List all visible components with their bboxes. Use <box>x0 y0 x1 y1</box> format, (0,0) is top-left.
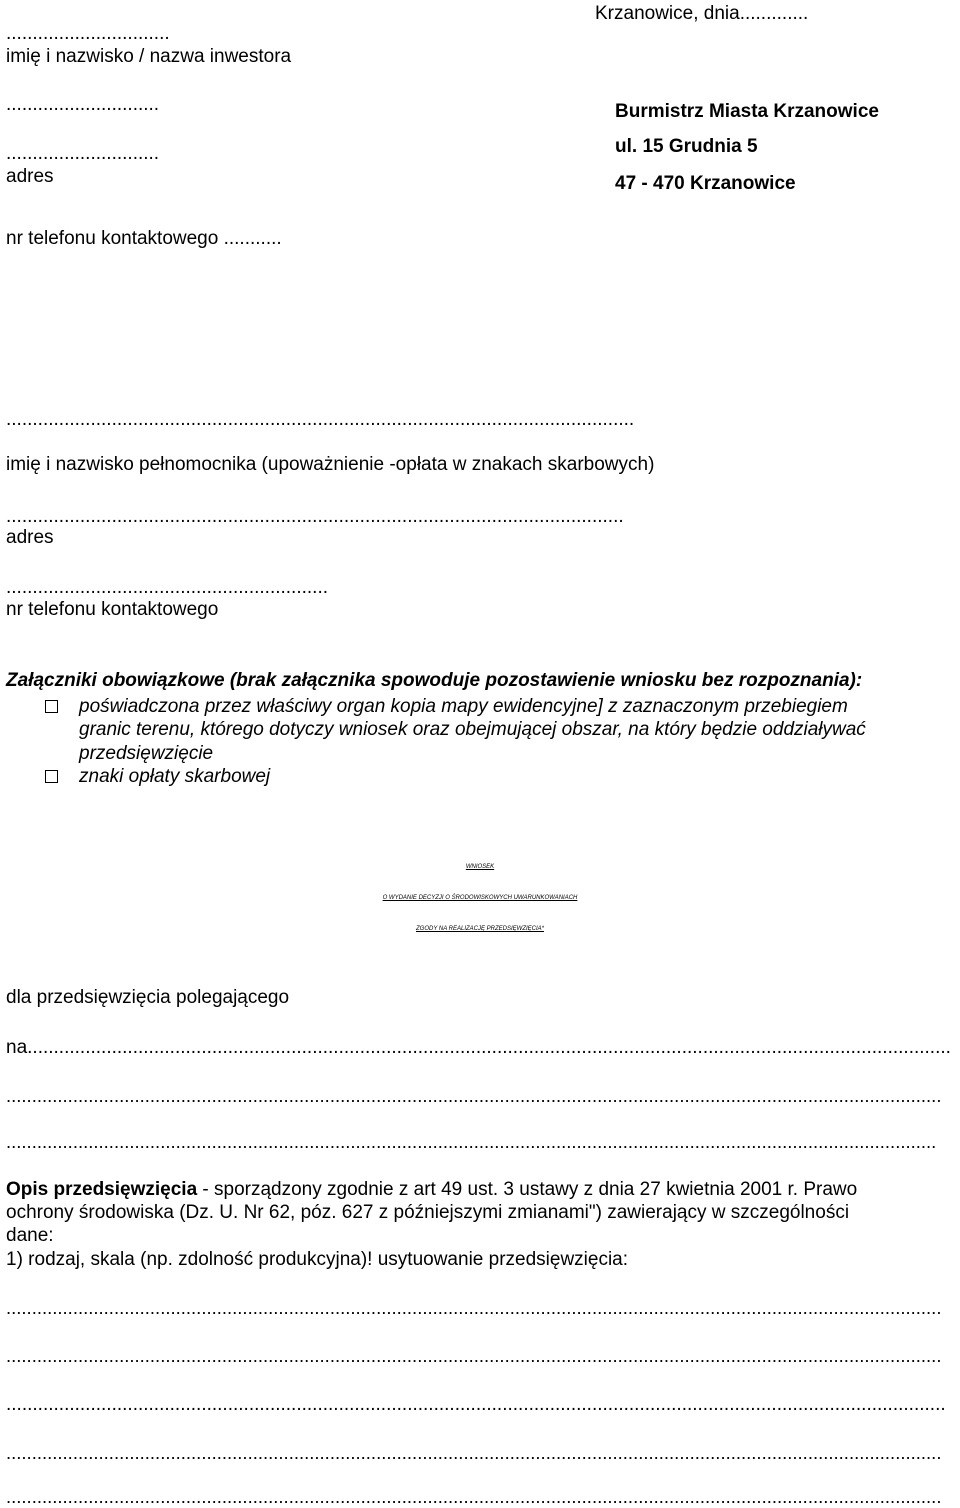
attachment-1-checkbox[interactable] <box>45 700 58 713</box>
attachment-2-checkbox[interactable] <box>45 770 58 783</box>
attachment-1-line-3: przedsięwzięcie <box>79 743 214 764</box>
applicant-name-dots: ............................... <box>6 23 170 44</box>
proxy-name-label: imię i nazwisko pełnomocnika (upoważnienie -opłata w znakach skarbowych) <box>6 454 655 475</box>
description-heading: Opis przedsięwzięcia <box>6 1179 198 1200</box>
project-label: dla przedsięwzięcia polegającego <box>6 987 290 1008</box>
attachment-1-line-1: poświadczona przez właściwy organ kopia mapy ewidencyjne] z zaznaczonym przebiegiem <box>79 696 848 717</box>
proxy-phone-dots: ............................................................. <box>6 577 329 598</box>
document-title-line-1: WNIOSEK <box>465 864 495 870</box>
recipient-title: Burmistrz Miasta Krzanowice <box>615 101 879 122</box>
applicant-address-label: adres <box>6 166 54 187</box>
description-line-1 <box>6 1180 857 1199</box>
description-dots-1: ...................................................................................................................................................................................... <box>6 1297 942 1318</box>
attachment-1-line-2: granic terenu, którego dotyczy wniosek oraz obejmującej obszar, na który będzie oddziaływać <box>79 719 866 740</box>
description-dots-5: ...................................................................................................................................................................................... <box>6 1486 942 1507</box>
description-line-3: dane: <box>6 1225 54 1246</box>
applicant-phone-label: nr telefonu kontaktowego ........... <box>6 228 282 249</box>
description-dots-3: .................................................................................................................................................................................. <box>6 1394 946 1415</box>
attachments-title: Załączniki obowiązkowe (brak załącznika spowoduje pozostawienie wniosku bez rozpoznania): <box>6 670 863 691</box>
description-dots-2: ...................................................................................................................................................................................... <box>6 1345 942 1366</box>
description-line-2: ochrony środowiska (Dz. U. Nr 62, póz. 627 z późniejszymi zmianami") zawierający w szczególności <box>6 1202 850 1223</box>
description-item-1: 1) rodzaj, skala (np. zdolność produkcyjna)! usytuowanie przedsięwzięcia: <box>6 1249 629 1270</box>
applicant-name-label: imię i nazwisko / nazwa inwestora <box>6 46 292 67</box>
applicant-address-dots-1: ............................. <box>6 94 160 115</box>
project-dots-3: ..................................................................................................................................................................................... <box>6 1131 937 1152</box>
document-title-line-3: ZGODY NA REALIZACJĘ PRZEDSIĘWZIĘCIA* <box>415 926 545 932</box>
document-title-line-2: O WYDANIE DECYZJI O ŚRODOWISKOWYCH UWARUNKOWANIACH <box>382 895 578 901</box>
description-dots-4: ...................................................................................................................................................................................... <box>6 1442 942 1463</box>
place-date: Krzanowice, dnia............. <box>595 3 809 24</box>
proxy-name-dots: ....................................................................................................................... <box>6 409 635 430</box>
description-line-1-text: - sporządzony zgodnie z art 49 ust. 3 ustawy z dnia 27 kwietnia 2001 r. Prawo <box>197 1179 858 1200</box>
recipient-street: ul. 15 Grudnia 5 <box>615 136 758 157</box>
attachment-2-label: znaki opłaty skarbowej <box>79 766 271 787</box>
proxy-address-label: adres <box>6 527 54 548</box>
project-dots-2: ...................................................................................................................................................................................... <box>6 1085 942 1106</box>
project-dots-1: na............................................................................................................................................................................... <box>6 1037 951 1058</box>
proxy-phone-label: nr telefonu kontaktowego <box>6 599 219 620</box>
proxy-address-dots: ..................................................................................................................... <box>6 506 624 527</box>
recipient-city: 47 - 470 Krzanowice <box>615 173 796 194</box>
applicant-address-dots-2: ............................. <box>6 143 160 164</box>
